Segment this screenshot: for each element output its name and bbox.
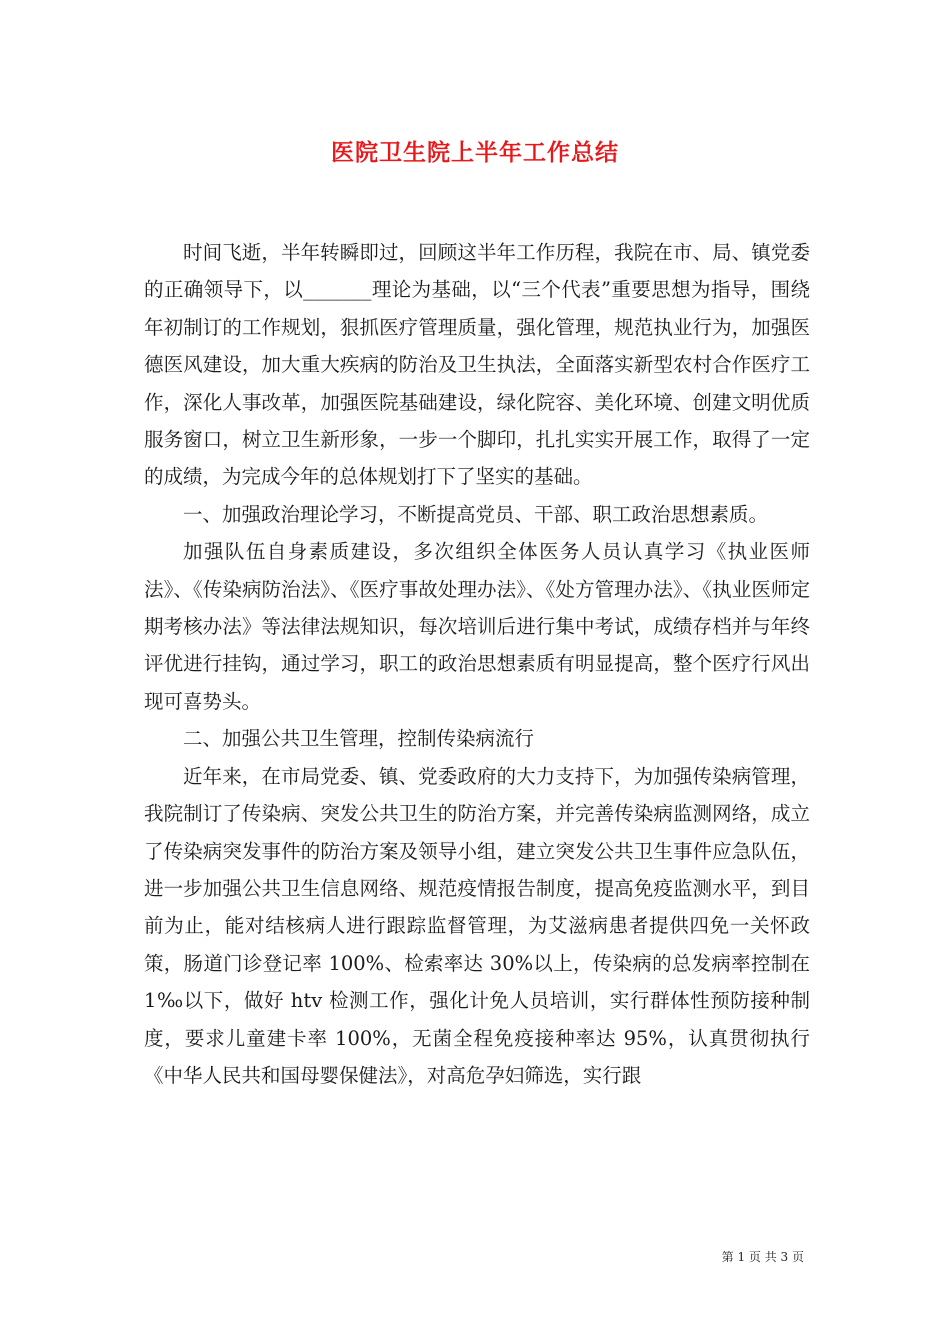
section-heading-2: 二、加强公共卫生管理，控制传染病流行 [183, 727, 535, 751]
paragraph-intro: 时间飞逝，半年转瞬即过，回顾这半年工作历程，我院在市、局、镇党委的正确领导下，以_______理论为基础，以“三个代表”重要思想为指导，围绕年初制订的工作规划，狠抓医疗管理质量，强化管理，规范执业行为，加强医德医风建设，加大重大疾病的防治及卫生执法，全面落实新型农村合作医疗工作，深化人事改革，加强医院基础建设，绿化院容、美化环境、创建文明优质服务窗口，树立卫生新形象，一步一个脚印，扎扎实实开展工作，取得了一定的成绩，为完成今年的总体规划打下了坚实的基础。 [144, 241, 810, 489]
paragraph-section-1: 加强队伍自身素质建设，多次组织全体医务人员认真学习《执业医师法》、《传染病防治法》、《医疗事故处理办法》、《处方管理办法》、《执业医师定期考核办法》等法律法规知识，每次培训后进行集中考试，成绩存档并与年终评优进行挂钩，通过学习，职工的政治思想素质有明显提高，整个医疗行风出现可喜势头。 [144, 540, 810, 713]
page-number: 第 1 页 共 3 页 [721, 1250, 804, 1264]
document-title: 医院卫生院上半年工作总结 [331, 139, 619, 166]
paragraph-section-2: 近年来，在市局党委、镇、党委政府的大力支持下，为加强传染病管理，我院制订了传染病、突发公共卫生的防治方案，并完善传染病监测网络，成立了传染病突发事件的防治方案及领导小组，建立突发公共卫生事件应急队伍，进一步加强公共卫生信息网络、规范疫情报告制度，提高免疫监测水平，到目前为止，能对结核病人进行跟踪监督管理，为艾滋病患者提供四免一关怀政策，肠道门诊登记率 100%、检索率达 30%以上，传染病的总发病率控制在 1‰以下，做好 htv 检测工作，强化计免人员培训，实行群体性预防接种制度，要求儿童建卡率 100%，无菌全程免疫接种率达 95%，认真贯彻执行《中华人民共和国母婴保健法》，对高危孕妇筛选，实行跟 [144, 764, 810, 1087]
section-heading-1: 一、加强政治理论学习，不断提高党员、干部、职工政治思想素质。 [183, 502, 769, 526]
document-body [144, 234, 810, 1094]
